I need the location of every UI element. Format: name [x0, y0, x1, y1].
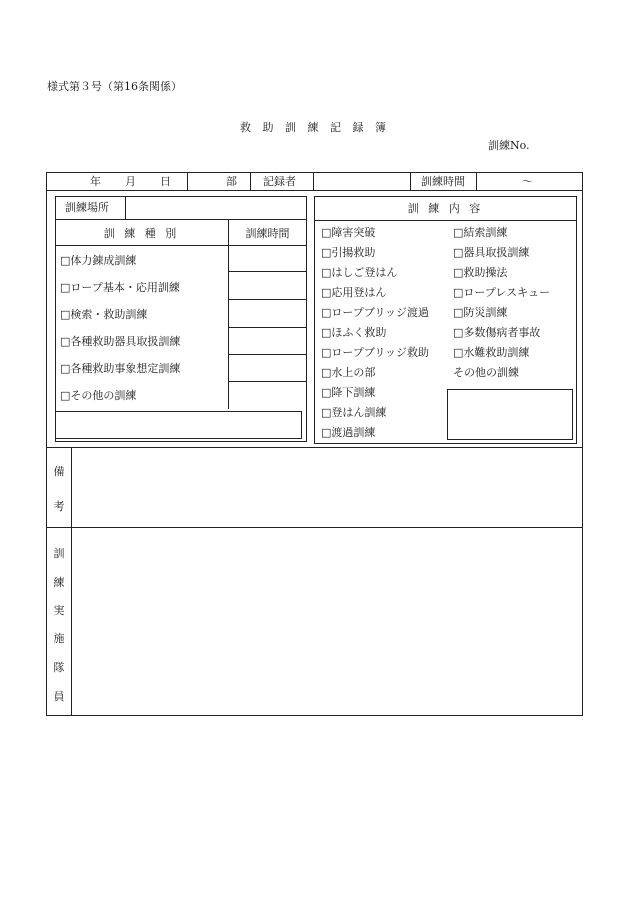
training-content-item: □引揚救助	[321, 246, 376, 259]
training-content-item: □救助操法	[453, 266, 508, 279]
time-cell-line	[228, 354, 307, 355]
time-cell-line	[228, 299, 307, 300]
members-char: 訓	[53, 547, 65, 560]
members-char: 施	[53, 632, 65, 645]
members-char: 実	[53, 604, 65, 617]
training-type-item: □その他の訓練	[60, 389, 137, 402]
document-title: 救 助 訓 練 記 録 簿	[240, 121, 390, 134]
training-type-header: 訓 練 種 別	[103, 227, 180, 240]
content-header-line	[314, 220, 577, 221]
row1-divider	[250, 172, 251, 191]
place-label-divider	[125, 196, 126, 220]
type-header-line	[55, 245, 307, 246]
members-char: 隊	[53, 661, 65, 674]
remarks-top-line	[46, 447, 583, 448]
recorder-label: 記録者	[263, 175, 296, 188]
training-content-item: □水難救助訓練	[453, 346, 530, 359]
members-char: 練	[53, 576, 65, 589]
training-content-item: □渡過訓練	[321, 426, 376, 439]
unit-label: 部	[226, 175, 237, 188]
training-content-header: 訓 練 内 容	[407, 202, 484, 215]
row1-divider	[187, 172, 188, 191]
row1-divider	[313, 172, 314, 191]
training-type-item: □各種救助器具取扱訓練	[60, 335, 181, 348]
training-place-label: 訓練場所	[65, 201, 109, 214]
training-content-item: □ロープレスキュー	[453, 286, 551, 299]
training-type-item: □体力錬成訓練	[60, 254, 137, 267]
training-content-item: □応用登はん	[321, 286, 387, 299]
time-cell-line	[228, 327, 307, 328]
training-content-item: □降下訓練	[321, 386, 376, 399]
remarks-char: 備	[53, 465, 65, 478]
training-content-item: □はしご登はん	[321, 266, 398, 279]
training-content-item: □器具取扱訓練	[453, 246, 530, 259]
remarks-char: 考	[53, 500, 65, 513]
training-time-header: 訓練時間	[245, 227, 290, 240]
training-content-item: □水上の部	[321, 366, 376, 379]
training-content-item: □ロープブリッジ救助	[321, 346, 429, 359]
year-label: 年	[90, 175, 101, 188]
left-label-column-line	[71, 447, 72, 716]
training-content-item: □多数傷病者事故	[453, 326, 541, 339]
row1-divider	[410, 172, 411, 191]
training-content-item: □結索訓練	[453, 226, 508, 239]
time-cell-line	[228, 381, 307, 382]
training-content-item: □ロープブリッジ渡過	[321, 306, 429, 319]
training-content-item: □ほふく救助	[321, 326, 387, 339]
training-type-item: □検索・救助訓練	[60, 308, 148, 321]
other-training-label: その他の訓練	[453, 366, 519, 379]
training-type-item: □ロープ基本・応用訓練	[60, 281, 180, 294]
members-top-line	[46, 527, 583, 528]
place-row-line	[55, 219, 307, 220]
training-content-item: □防災訓練	[453, 306, 508, 319]
training-content-item: □登はん訓練	[321, 406, 387, 419]
training-time-label: 訓練時間	[421, 175, 465, 188]
form-number: 様式第３号（第16条関係）	[47, 80, 182, 93]
training-content-item: □障害突破	[321, 226, 376, 239]
training-type-item: □各種救助事象想定訓練	[60, 362, 181, 375]
other-content-note-box	[447, 389, 573, 440]
training-number-label: 訓練No.	[488, 139, 530, 152]
tilde-mark: ～	[522, 175, 533, 188]
row1-divider	[476, 172, 477, 191]
time-cell-line	[228, 271, 307, 272]
other-training-note-box	[55, 411, 302, 439]
members-char: 員	[53, 690, 65, 703]
day-label: 日	[160, 175, 171, 188]
row1-bottom-line	[46, 190, 583, 191]
month-label: 月	[125, 175, 136, 188]
